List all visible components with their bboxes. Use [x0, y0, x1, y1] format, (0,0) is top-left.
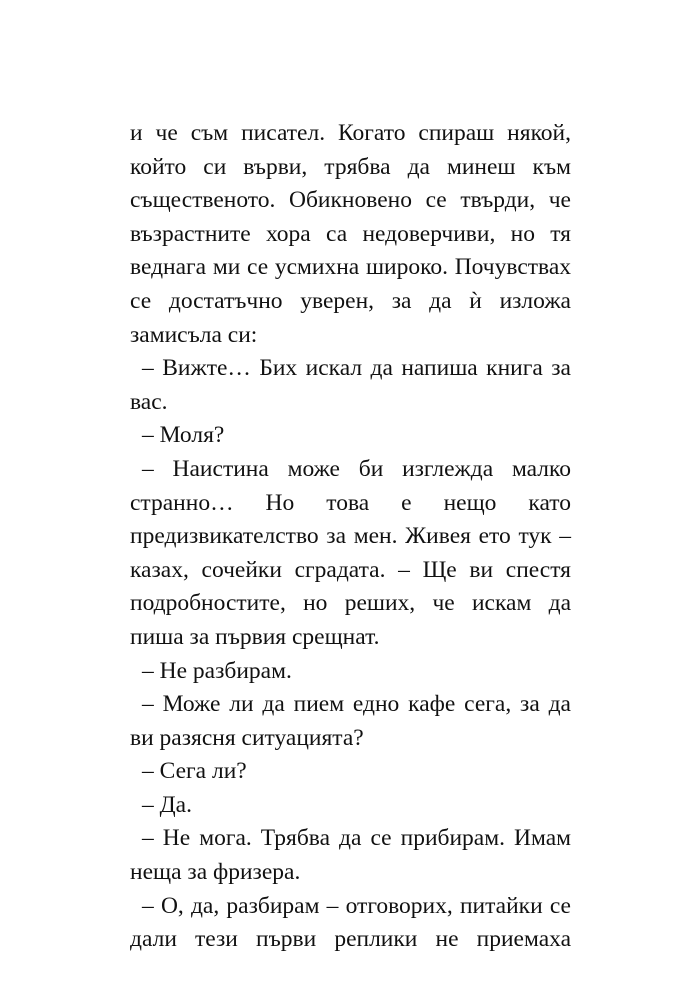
dialogue-line: – О, да, разбирам – отговорих, питайки се дали тези първи реплики не приемаха: [130, 892, 571, 953]
dialogue-line: – Да.: [142, 791, 192, 818]
dialogue-line: – Вижте… Бих искал да напиша книга за вас.: [130, 355, 571, 415]
dialogue-line: – Не мога. Трябва да се прибирам. Имам неща за фризера.: [130, 825, 571, 886]
dialogue-line: – Може ли да пием едно кафе сега, за да ви разясня ситуацията?: [130, 691, 571, 751]
body-text: [130, 117, 571, 957]
dialogue-line: – Моля?: [142, 422, 225, 449]
dialogue-line: – Наистина може би изглежда малко странно… Но това е нещо като предизвикателство за мен. Живея ето тук – казах, сочейки сградата. – Ще ви спестя подробностите, но реших, че искам да пиша за първия срещнат.: [130, 455, 571, 650]
dialogue-line: – Сега ли?: [142, 758, 247, 785]
paragraph: и че съм писател. Когато спираш някой, който си върви, трябва да минеш към същественото. Обикновено се твърди, че възрастните хора са недоверчиви, но тя веднага ми се усмихна широко. Почувствах се достатъчно уверен, за да ѝ изложа замисъла си:: [130, 120, 571, 348]
dialogue-line: – Не разбирам.: [142, 657, 292, 684]
